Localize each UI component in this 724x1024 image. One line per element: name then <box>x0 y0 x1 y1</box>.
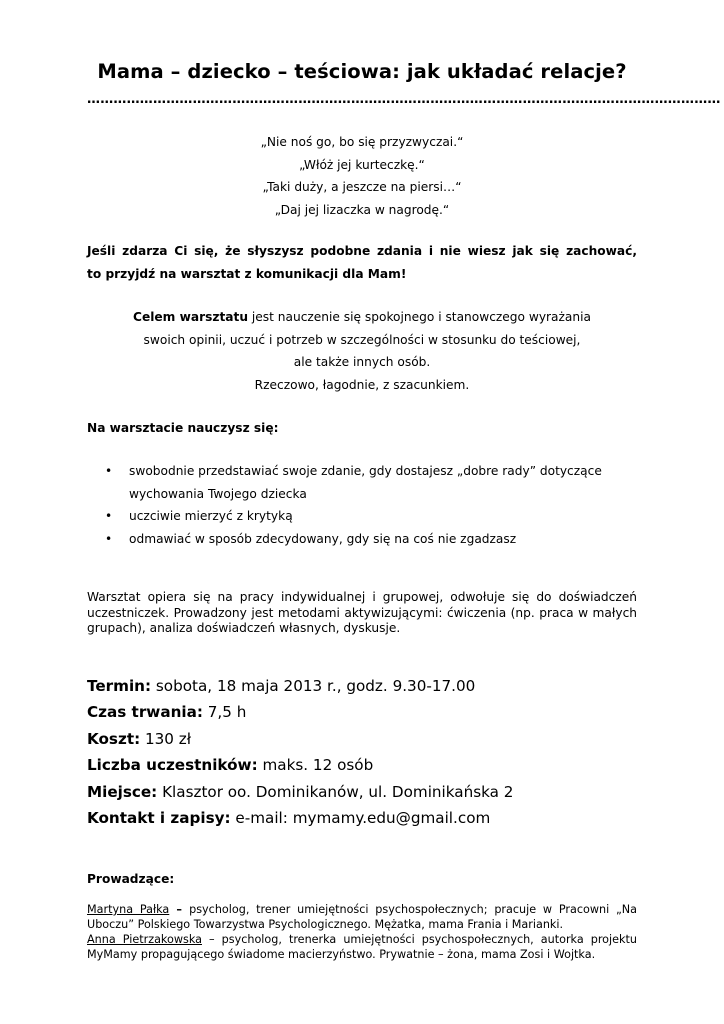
list-item-text: swobodnie przedstawiać swoje zdanie, gdy dostajesz „dobre rady” dotyczące <box>129 464 602 478</box>
list-item-continuation <box>87 483 637 506</box>
detail-label: Czas trwania: <box>87 703 203 722</box>
detail-kontakt <box>87 805 647 831</box>
detail-label: Koszt: <box>87 729 141 748</box>
detail-value: 7,5 h <box>202 703 247 722</box>
goal-line: Rzeczowo, łagodnie, z szacunkiem. <box>254 377 470 392</box>
leader-dash: – <box>169 903 190 916</box>
goal-line: ale także innych osób. <box>293 355 431 370</box>
list-item-text: odmawiać w sposób zdecydowany, gdy się na coś nie zgadzasz <box>129 531 517 546</box>
goal-lead: Celem warsztatu <box>133 310 249 324</box>
leader-name: Martyna Pałka <box>87 903 170 916</box>
intro-paragraph <box>87 240 637 285</box>
quotes-block <box>87 131 637 221</box>
goal-line <box>87 306 637 329</box>
detail-termin <box>87 673 647 699</box>
leaders-heading: Prowadzące: <box>87 872 175 886</box>
leader-entry <box>87 902 637 933</box>
learn-heading: Na warsztacie nauczysz się: <box>87 421 279 435</box>
dotted-separator: ……………………………………………………………………………………………………………………………… <box>87 92 721 107</box>
bullet-icon: • <box>105 531 113 546</box>
quote-line: „Daj jej lizaczka w nagrodę.“ <box>274 202 450 217</box>
detail-liczba <box>87 752 647 778</box>
event-details <box>87 673 647 831</box>
detail-czas <box>87 699 647 725</box>
detail-label: Kontakt i zapisy: <box>87 809 231 828</box>
list-item <box>87 505 637 528</box>
quote-line: „Włóż jej kurteczkę.“ <box>299 157 425 172</box>
leader-dash: – <box>201 933 222 946</box>
goal-line: swoich opinii, uczuć i potrzeb w szczególności w stosunku do teściowej, <box>143 332 581 347</box>
detail-label: Termin: <box>87 677 152 695</box>
list-item <box>87 460 637 483</box>
bullet-icon: • <box>105 464 113 478</box>
list-item <box>87 528 637 551</box>
leader-name: Anna Pietrzakowska <box>87 933 202 946</box>
quote-line: „Taki duży, a jeszcze na piersi…“ <box>262 180 462 195</box>
goal-paragraph <box>87 306 637 396</box>
detail-label: Liczba uczestników: <box>87 756 258 775</box>
leader-bio: psycholog, trener umiejętności psychospołecznych; pracuje w Pracowni „Na Uboczu” Polskiego Towarzystwa Psychologicznego. Mężatka, mama Frania i Marianki. <box>87 903 637 932</box>
quote-line: „Nie noś go, bo się przyzwyczai.“ <box>260 135 464 149</box>
contact-email: e-mail: mymamy.edu@gmail.com <box>230 809 491 828</box>
goal-line-rest: jest nauczenie się spokojnego i stanowczego wyrażania <box>248 310 591 324</box>
list-item-text: uczciwie mierzyć z krytyką <box>129 509 293 523</box>
list-item-text: wychowania Twojego dziecka <box>129 486 307 501</box>
detail-label: Miejsce: <box>87 782 158 801</box>
detail-miejsce <box>87 779 647 805</box>
detail-value: Klasztor oo. Dominikanów, ul. Dominikańska 2 <box>157 782 514 801</box>
detail-value: 130 zł <box>140 729 192 748</box>
intro-line: to przyjdź na warsztat z komunikacji dla Mam! <box>87 266 407 281</box>
method-paragraph: Warsztat opiera się na pracy indywidualnej i grupowej, odwołuje się do doświadczeń uczestniczek. Prowadzony jest metodami aktywizującymi: ćwiczenia (np. praca w małych grupach), analiza doświadczeń własnych, dyskusje. <box>87 590 637 636</box>
leader-entry <box>87 932 637 963</box>
detail-value: sobota, 18 maja 2013 r., godz. 9.30-17.00 <box>151 677 476 695</box>
intro-line: Jeśli zdarza Ci się, że słyszysz podobne zdania i nie wiesz jak się zachować, <box>87 244 637 258</box>
learn-list <box>87 460 637 550</box>
page-title: Mama – dziecko – teściowa: jak układać relacje? <box>97 60 627 83</box>
bullet-icon: • <box>105 509 113 523</box>
detail-koszt <box>87 726 647 752</box>
detail-value: maks. 12 osób <box>257 756 374 775</box>
leader-bio: psycholog, trenerka umiejętności psychospołecznych, autorka projektu MyMamy propagującego świadome macierzyństwo. Prywatnie – żona, mama Zosi i Wojtka. <box>87 933 637 962</box>
